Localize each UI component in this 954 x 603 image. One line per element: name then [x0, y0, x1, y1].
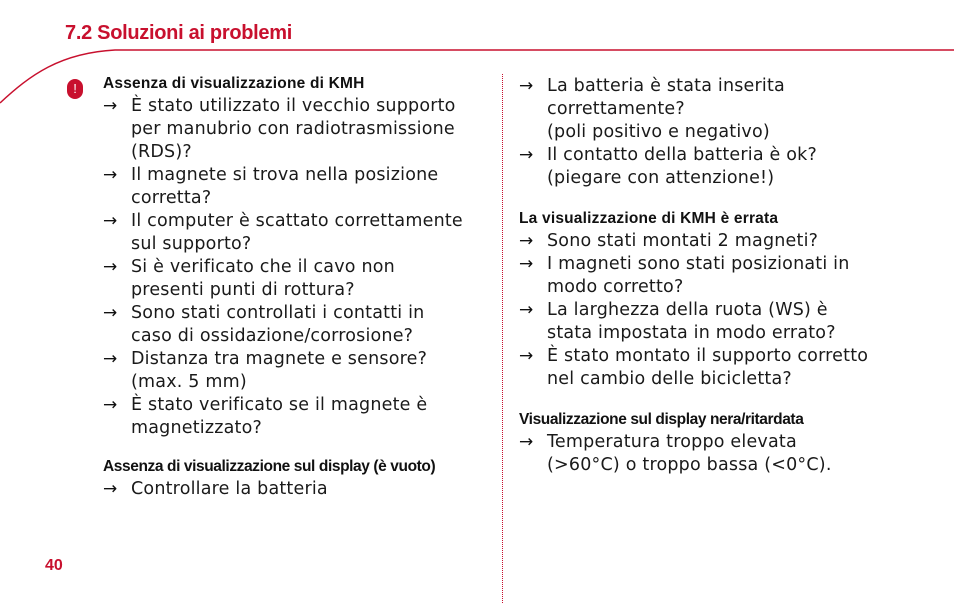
checklist-item-text: (poli positivo e negativo): [547, 122, 770, 142]
right-column: [519, 75, 939, 477]
arrow-right-icon: →: [519, 432, 534, 452]
checklist-item-text: La larghezza della ruota (WS) è: [547, 300, 828, 320]
checklist-item-text: Distanza tra magnete e sensore?: [131, 349, 428, 369]
checklist-item: [103, 256, 493, 302]
checklist-item-text: (>60°C) o troppo bassa (<0°C).: [547, 455, 832, 475]
checklist-item-text: (max. 5 mm): [131, 372, 247, 392]
checklist-no-speed: [103, 95, 493, 440]
checklist-item: [103, 164, 493, 210]
arrow-right-icon: →: [103, 165, 118, 185]
arrow-right-icon: →: [519, 231, 534, 251]
checklist-item: [103, 95, 493, 164]
checklist-item: [103, 394, 493, 440]
checklist-item: [519, 345, 939, 391]
arrow-right-icon: →: [519, 145, 534, 165]
checklist-item-text: I magneti sono stati posizionati in: [547, 254, 850, 274]
checklist-wrong-speed: [519, 230, 939, 391]
checklist-item: [519, 144, 939, 190]
checklist-item-text: È stato verificato se il magnete è: [131, 395, 428, 415]
checklist-item-text: È stato utilizzato il vecchio supporto: [131, 96, 456, 116]
arrow-right-icon: →: [519, 300, 534, 320]
checklist-item: [103, 348, 493, 394]
checklist-item-text: nel cambio delle bicicletta?: [547, 369, 792, 389]
arrow-right-icon: →: [103, 257, 118, 277]
section-title: 7.2 Soluzioni ai problemi: [65, 22, 292, 44]
checklist-item: [519, 299, 939, 345]
checklist-item: [519, 230, 939, 253]
checklist-item-text: Controllare la batteria: [131, 479, 328, 499]
arrow-right-icon: →: [103, 96, 118, 116]
checklist-item-text: Si è verificato che il cavo non: [131, 257, 395, 277]
checklist-item-text: Sono stati controllati i contatti in: [131, 303, 425, 323]
checklist-display-black: [519, 431, 939, 477]
checklist-item-text: corretta?: [131, 188, 212, 208]
column-divider: [502, 74, 503, 603]
checklist-item: [103, 210, 493, 256]
checklist-item-text: correttamente?: [547, 99, 685, 119]
section-heading-display-black: Visualizzazione sul display nera/ritardata: [519, 411, 804, 428]
arrow-right-icon: →: [519, 346, 534, 366]
checklist-battery: [519, 75, 939, 190]
checklist-item-text: caso di ossidazione/corrosione?: [131, 326, 414, 346]
checklist-item-text: È stato montato il supporto corretto: [547, 346, 869, 366]
warning-icon: !: [67, 79, 83, 99]
arrow-right-icon: →: [103, 349, 118, 369]
checklist-item: [103, 478, 493, 501]
checklist-item-text: (piegare con attenzione!): [547, 168, 775, 188]
arrow-right-icon: →: [519, 254, 534, 274]
checklist-item-text: Temperatura troppo elevata: [547, 432, 797, 452]
checklist-item: [103, 302, 493, 348]
section-heading-no-speed: Assenza di visualizzazione di KMH: [103, 75, 365, 92]
checklist-display-empty: [103, 478, 493, 501]
checklist-item: [519, 431, 939, 477]
checklist-item-text: presenti punti di rottura?: [131, 280, 355, 300]
checklist-item-text: sul supporto?: [131, 234, 252, 254]
arrow-right-icon: →: [519, 76, 534, 96]
checklist-item-text: Il magnete si trova nella posizione: [131, 165, 439, 185]
checklist-item: [519, 75, 939, 144]
left-column: [103, 75, 493, 501]
arrow-right-icon: →: [103, 303, 118, 323]
checklist-item-text: Il computer è scattato correttamente: [131, 211, 463, 231]
checklist-item-text: Il contatto della batteria è ok?: [547, 145, 817, 165]
checklist-item-text: modo corretto?: [547, 277, 684, 297]
checklist-item-text: per manubrio con radiotrasmissione: [131, 119, 455, 139]
arrow-right-icon: →: [103, 479, 118, 499]
section-heading-display-empty: Assenza di visualizzazione sul display (è vuoto): [103, 458, 436, 475]
checklist-item-text: Sono stati montati 2 magneti?: [547, 231, 819, 251]
checklist-item-text: La batteria è stata inserita: [547, 76, 785, 96]
page-number: 40: [45, 557, 63, 574]
arrow-right-icon: →: [103, 395, 118, 415]
checklist-item-text: (RDS)?: [131, 142, 192, 162]
section-heading-wrong-speed: La visualizzazione di KMH è errata: [519, 210, 779, 227]
checklist-item: [519, 253, 939, 299]
checklist-item-text: stata impostata in modo errato?: [547, 323, 836, 343]
arrow-right-icon: →: [103, 211, 118, 231]
checklist-item-text: magnetizzato?: [131, 418, 263, 438]
